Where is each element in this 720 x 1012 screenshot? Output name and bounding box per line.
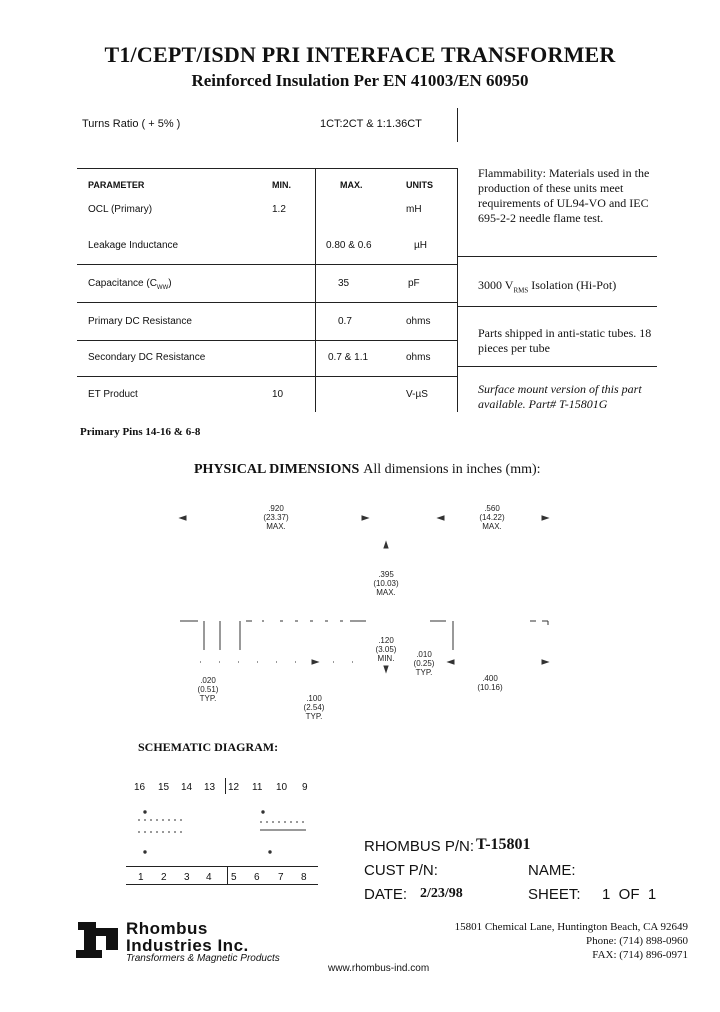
company-name-line1: Rhombus <box>126 919 208 938</box>
table-header-units: UNITS <box>406 180 433 190</box>
pin-label: 7 <box>278 872 284 883</box>
pin-label: 11 <box>252 782 263 793</box>
schematic-baseline <box>126 866 318 867</box>
table-row-rule <box>77 376 457 377</box>
table-row-min: 1.2 <box>272 204 286 215</box>
rhombus-pn-label: RHOMBUS P/N: <box>364 838 475 855</box>
arrow-icon <box>438 516 444 520</box>
table-row-max: 0.7 <box>338 316 352 327</box>
schematic-divider <box>227 866 228 884</box>
mechanical-drawing <box>0 490 720 730</box>
date-value: 2/23/98 <box>420 886 463 901</box>
table-row-units: ohms <box>406 352 431 363</box>
note-isolation: 3000 $V_{RMS}$ Isolation (Hi-Pot) <box>478 278 617 295</box>
name-label: NAME: <box>528 862 576 879</box>
pin-label: 4 <box>206 872 212 883</box>
pin-label: 10 <box>276 782 288 793</box>
table-header-min: MIN. <box>272 180 291 190</box>
pin-label: 13 <box>204 782 216 793</box>
turns-divider <box>457 108 458 142</box>
table-row-param: Capacitance $(C_{WW})$ <box>88 278 172 291</box>
arrow-icon <box>362 516 368 520</box>
table-row-units: ohms <box>406 316 431 327</box>
company-web[interactable]: www.rhombus-ind.com <box>328 963 430 974</box>
arrow-icon <box>542 516 548 520</box>
table-header-parameter: PARAMETER <box>88 180 145 190</box>
dot-icon <box>144 851 146 853</box>
pin-label: 6 <box>254 872 260 883</box>
table-row-units: pF <box>408 278 420 289</box>
table-row-param: Secondary DC Resistance <box>88 352 206 363</box>
cust-pn-label: CUST P/N: <box>364 862 438 879</box>
dot-icon <box>262 811 264 813</box>
arrow-icon <box>312 660 318 664</box>
table-row-units: mH <box>406 204 422 215</box>
table-row-max: 0.80 & 0.6 <box>326 240 372 251</box>
rhombus-pn-value: T-15801 <box>476 836 531 853</box>
dot-icon <box>144 811 146 813</box>
company-name-line2: Industries Inc. <box>126 936 249 955</box>
company-fax: FAX: (714) 896-0971 <box>592 949 688 961</box>
table-row-min: 10 <box>272 389 284 400</box>
table-right-rule <box>457 168 458 412</box>
pin-label: 9 <box>302 782 308 793</box>
table-row-param: OCL (Primary) <box>88 204 153 215</box>
dim-pitch: .100 (2.54) TYP. <box>303 694 325 721</box>
table-top-rule <box>77 168 457 169</box>
dim-lead-width: .020 (0.51) TYP. <box>197 676 219 703</box>
table-header-max: MAX. <box>340 180 363 190</box>
schematic-divider <box>225 778 226 794</box>
sheet-label: SHEET: <box>528 886 581 903</box>
schematic-bottom-rule <box>126 884 318 885</box>
physical-heading: PHYSICAL DIMENSIONS All dimensions in inches (mm): <box>194 462 541 477</box>
table-row-param: Primary DC Resistance <box>88 316 192 327</box>
date-label: DATE: <box>364 886 408 903</box>
table-row-units: µH <box>414 240 427 251</box>
note-rule <box>457 306 657 307</box>
note-rule <box>457 366 657 367</box>
pin-label: 14 <box>181 782 193 793</box>
dim-lead-thickness: .010 (0.25) TYP. <box>413 650 435 677</box>
sheet-value: 1 OF 1 <box>602 886 657 903</box>
turns-ratio-label: Turns Ratio ( + 5% ) <box>82 118 181 130</box>
schematic-heading: SCHEMATIC DIAGRAM: <box>138 740 279 754</box>
table-row-rule <box>77 302 457 303</box>
company-tagline: Transformers & Magnetic Products <box>126 953 280 964</box>
dim-standoff: .120 (3.05) MIN. <box>375 636 397 663</box>
arrow-icon <box>542 660 548 664</box>
note-smt: Surface mount version of this part available. Part# T-15801G <box>478 382 642 411</box>
pin-label: 12 <box>228 782 240 793</box>
pin-label: 5 <box>231 872 237 883</box>
table-row-param: Leakage Inductance <box>88 240 179 251</box>
pin-label: 15 <box>158 782 170 793</box>
table-row-max: 0.7 & 1.1 <box>328 352 369 363</box>
table-row-rule <box>77 340 457 341</box>
turns-ratio-value: 1CT:2CT & 1:1.36CT <box>320 118 422 130</box>
page-title: T1/CEPT/ISDN PRI INTERFACE TRANSFORMER <box>104 42 616 67</box>
dim-width: .560 (14.22) MAX. <box>479 504 505 531</box>
pin-label: 3 <box>184 872 190 883</box>
primary-pins: Primary Pins 14-16 & 6-8 <box>80 426 201 438</box>
table-row-max: 35 <box>338 278 350 289</box>
arrow-icon <box>384 666 388 672</box>
arrow-icon <box>448 660 454 664</box>
dim-height: .395 (10.03) MAX. <box>373 570 399 597</box>
company-address: 15801 Chemical Lane, Huntington Beach, CA 92649 <box>454 921 688 933</box>
arrow-icon <box>384 542 388 548</box>
company-phone: Phone: (714) 898-0960 <box>585 935 688 947</box>
dim-row-spacing: .400 (10.16) <box>477 674 503 692</box>
table-row-units: V-µS <box>406 389 428 400</box>
pin-label: 1 <box>138 872 144 883</box>
rhombus-logo <box>76 920 122 960</box>
table-row-param: ET Product <box>88 389 138 400</box>
pin-label: 16 <box>134 782 146 793</box>
dot-icon <box>269 851 271 853</box>
page-subtitle: Reinforced Insulation Per EN 41003/EN 60950 <box>191 71 529 90</box>
note-rule <box>457 256 657 257</box>
note-flammability: Flammability: Materials used in the production of these units meet requirements of UL94-VO and IEC 695-2-2 needle flame test. <box>478 166 650 225</box>
note-shipping: Parts shipped in anti-static tubes. 18 pieces per tube <box>478 326 652 355</box>
arrow-icon <box>180 516 186 520</box>
schematic-windings <box>120 806 320 866</box>
table-row-rule <box>77 264 457 265</box>
dim-length: .920 (23.37) MAX. <box>263 504 289 531</box>
pin-label: 8 <box>301 872 307 883</box>
pin-label: 2 <box>161 872 167 883</box>
